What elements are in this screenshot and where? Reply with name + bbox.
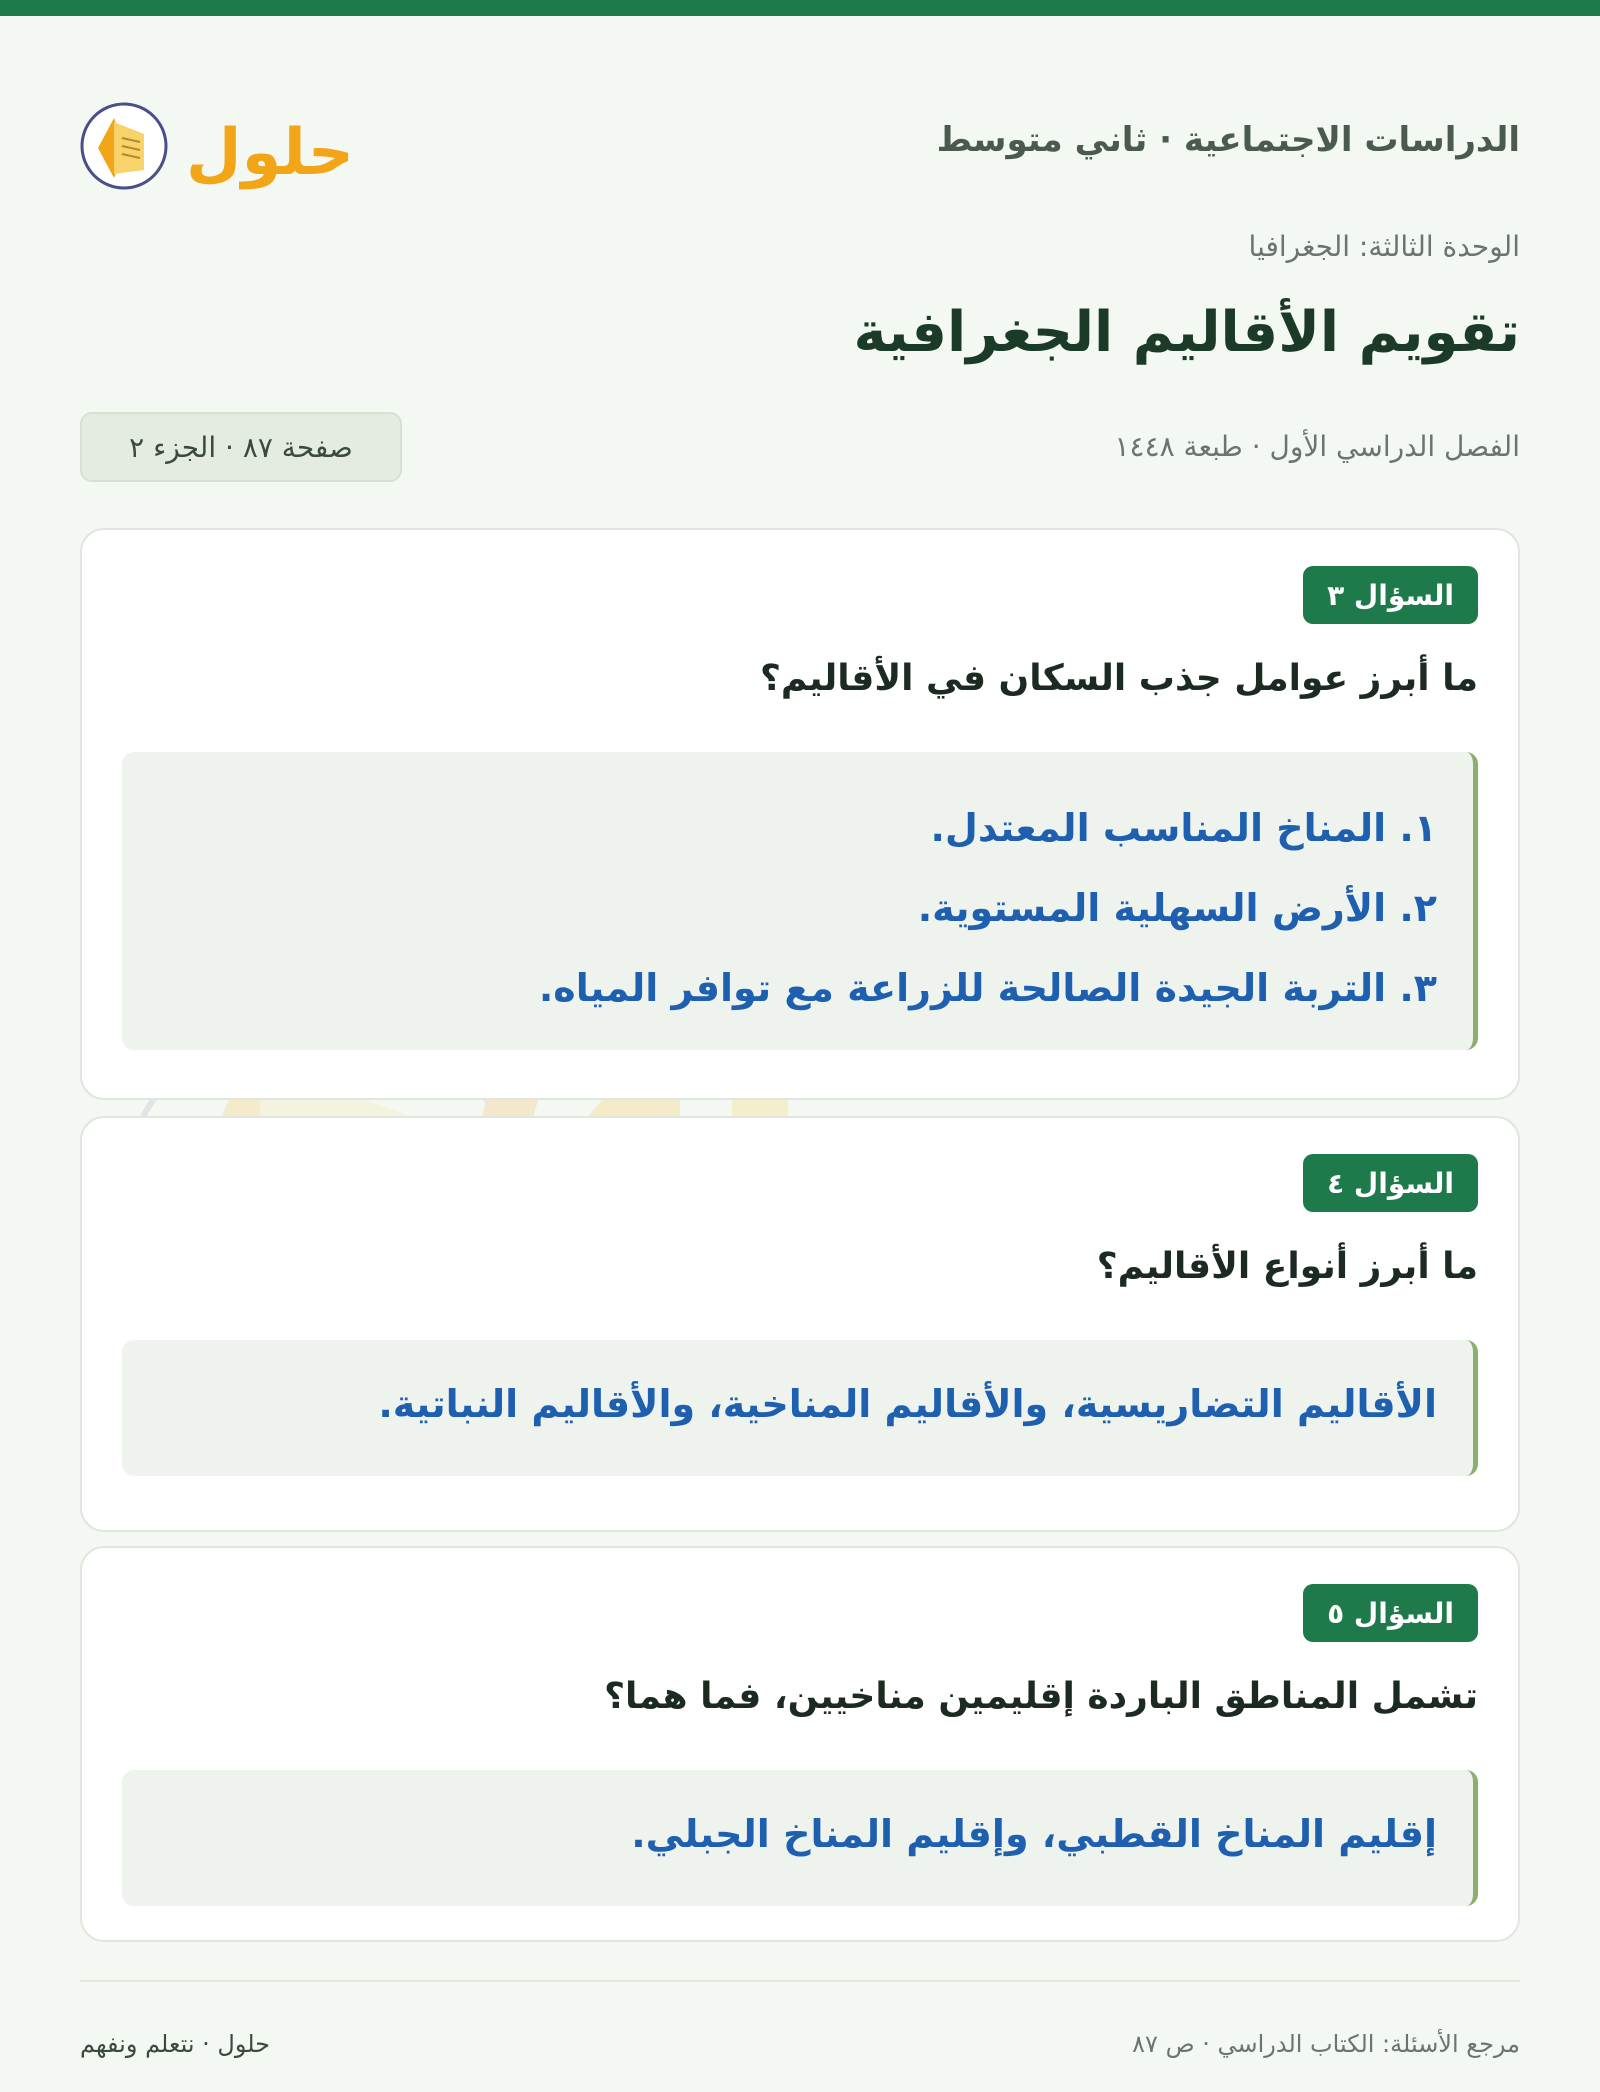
top-accent-bar xyxy=(0,0,1600,16)
question-card xyxy=(80,528,1520,1100)
subject-title: الدراسات الاجتماعية · ثاني متوسط xyxy=(936,120,1520,160)
question-text: ما أبرز أنواع الأقاليم؟ xyxy=(1096,1246,1478,1287)
question-number-badge: السؤال ٤ xyxy=(1303,1154,1478,1212)
question-text: ما أبرز عوامل جذب السكان في الأقاليم؟ xyxy=(759,658,1478,699)
page-title: تقويم الأقاليم الجغرافية xyxy=(853,300,1520,365)
question-text: تشمل المناطق الباردة إقليمين مناخيين، فما هما؟ xyxy=(604,1676,1478,1717)
question-card xyxy=(80,1116,1520,1532)
semester-label: الفصل الدراسي الأول · طبعة ١٤٤٨ xyxy=(1114,430,1520,463)
page-header xyxy=(80,96,1520,196)
answer-item: ٢. الأرض السهلية المستوية. xyxy=(917,886,1437,930)
unit-label: الوحدة الثالثة: الجغرافيا xyxy=(1248,230,1520,263)
question-number-badge: السؤال ٣ xyxy=(1303,566,1478,624)
question-card xyxy=(80,1546,1520,1942)
answer-text: إقليم المناخ القطبي، وإقليم المناخ الجبلي. xyxy=(631,1812,1437,1856)
answer-item: ١. المناخ المناسب المعتدل. xyxy=(930,806,1437,850)
answer-box xyxy=(122,1340,1478,1476)
answer-box xyxy=(122,752,1478,1050)
answer-item: ٣. التربة الجيدة الصالحة للزراعة مع توافر المياه. xyxy=(538,966,1437,1010)
page-number-badge: صفحة ٨٧ · الجزء ٢ xyxy=(80,412,402,482)
answer-text: الأقاليم التضاريسية، والأقاليم المناخية، والأقاليم النباتية. xyxy=(378,1382,1437,1426)
hulool-logo-icon xyxy=(80,96,360,196)
answer-box xyxy=(122,1770,1478,1906)
footer-divider xyxy=(80,1980,1520,1982)
footer-reference: مرجع الأسئلة: الكتاب الدراسي · ص ٨٧ xyxy=(1132,2030,1520,2058)
question-number-badge: السؤال ٥ xyxy=(1303,1584,1478,1642)
footer-brand: حلول · نتعلم ونفهم xyxy=(80,2030,270,2058)
logo-text: حلول xyxy=(186,116,354,190)
